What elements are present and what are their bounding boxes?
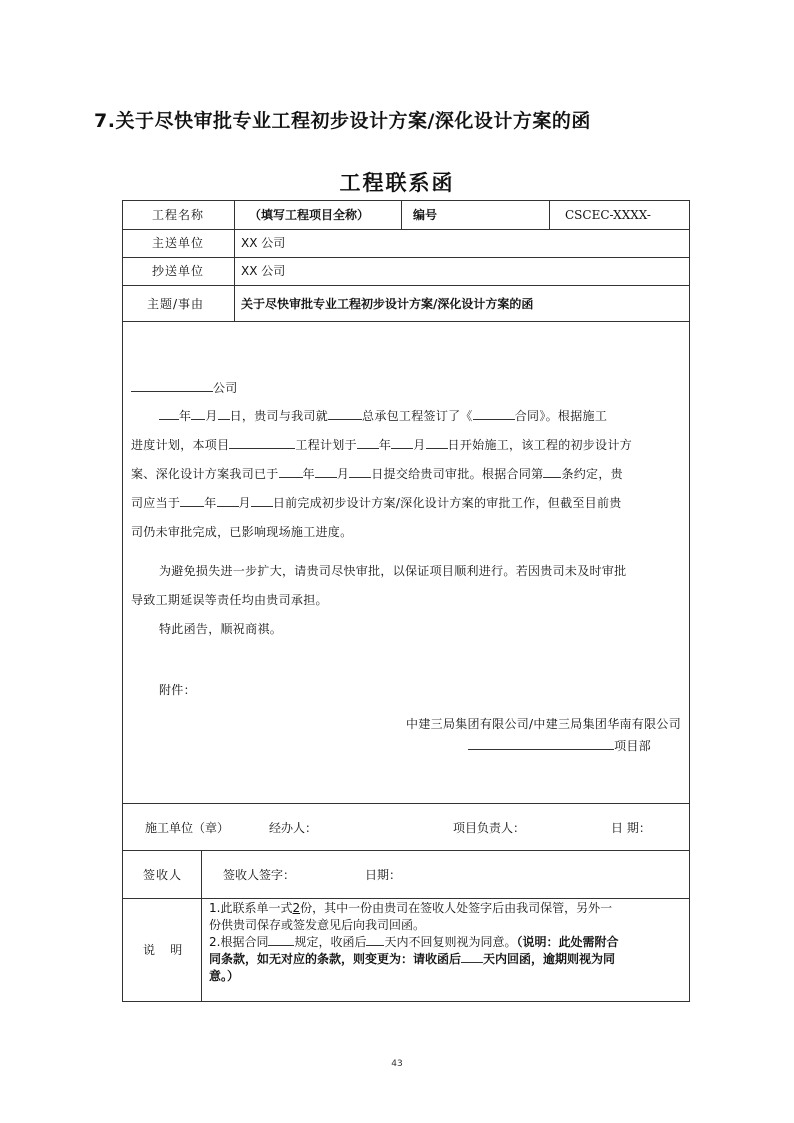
body-p4-end: 日前完成初步设计方案/深化设计方案的审批工作，但截至目前贵 <box>272 496 622 510</box>
body-p2-month: 月 <box>413 438 426 452</box>
construction-unit-seal: 施工单位（章） <box>145 821 230 835</box>
body-p3-month: 月 <box>336 467 350 481</box>
year-text: 年 <box>179 409 192 423</box>
project-name-value[interactable]: （填写工程项目全称） <box>249 208 370 222</box>
cc-label: 抄送单位 <box>152 264 205 278</box>
body-p1-contract: 总承包工程签订了《 <box>362 409 473 423</box>
note-1-cont: 份供贵司保存或签发意见后向我司回函。 <box>209 918 426 932</box>
number-label: 编号 <box>413 208 438 222</box>
body-p2-year: 年 <box>378 438 392 452</box>
notes-content <box>209 900 687 985</box>
note-2-end: 天内不回复则视为同意。 <box>384 935 517 949</box>
number-value[interactable]: CSCEC-XXXX- <box>565 208 651 222</box>
body-p2-plan: 工程计划于 <box>295 438 357 452</box>
body-p5: 司仍未审批完成，已影响现场施工进度。 <box>131 525 353 539</box>
month-text: 月 <box>205 409 218 423</box>
note-2-bold: （说明：此处需附合 <box>516 935 619 949</box>
project-dept-blank[interactable] <box>468 738 614 750</box>
receiver-date-label[interactable]: 日期： <box>365 868 402 882</box>
body-p3-clause: 日提交给贵司审批。根据合同第 <box>371 467 544 481</box>
to-label: 主送单位 <box>152 236 205 250</box>
section-title: 7.关于尽快审批专业工程初步设计方案/深化设计方案的函 <box>94 110 591 132</box>
attachment-label: 附件： <box>159 683 196 697</box>
letter-body <box>131 379 681 799</box>
note-1-copies: 2 <box>292 901 301 915</box>
body-p8: 特此函告，顺祝商祺。 <box>159 622 283 636</box>
notes-label: 说 明 <box>143 943 183 957</box>
body-p1-end: 合同》。根据施工 <box>514 409 608 423</box>
subject-value[interactable]: 关于尽快审批专业工程初步设计方案/深化设计方案的函 <box>241 297 534 311</box>
note-2-text: 2.根据合同 <box>209 935 269 949</box>
body-p2-text: 进度计划，本项目 <box>131 438 230 452</box>
body-p2-end: 日开始施工，该工程的初步设计方 <box>447 438 633 452</box>
note-2-bold-4: 意。） <box>209 969 240 983</box>
note-2-mid: 规定，收函后 <box>294 935 367 949</box>
subject-label: 主题/事由 <box>147 297 205 311</box>
note-2-bold-3: 天内回函，逾期则视为同 <box>483 952 616 966</box>
receiver-signature-label[interactable]: 签收人签字： <box>223 868 296 882</box>
note-1-rest: 份，其中一份由贵司在签收人处签字后由我司保管，另外一 <box>300 901 613 915</box>
body-p7: 导致工期延误等责任均由贵司承担。 <box>131 593 328 607</box>
cc-value[interactable]: XX 公司 <box>241 264 286 278</box>
body-p4-month: 月 <box>238 496 251 510</box>
addressee-suffix: 公司 <box>213 381 238 395</box>
body-p3-year: 年 <box>302 467 315 481</box>
project-manager-label: 项目负责人： <box>453 821 526 835</box>
project-dept-label: 项目部 <box>614 739 651 753</box>
company-name: 中建三局集团有限公司/中建三局集团华南有限公司 <box>406 717 681 731</box>
body-p4-text: 司应当于 <box>131 496 181 510</box>
receiver-label: 签收人 <box>143 868 183 882</box>
body-p3-end: 条约定，贵 <box>561 467 623 481</box>
form-title: 工程联系函 <box>339 171 455 195</box>
sign-date-label: 日 期： <box>611 821 651 835</box>
body-p1-text: 日，贵司与我司就 <box>229 409 329 423</box>
handler-label: 经办人： <box>269 821 318 835</box>
project-name-label: 工程名称 <box>152 208 205 222</box>
note-1-text: 1.此联系单一式 <box>209 901 293 915</box>
body-p6: 为避免损失进一步扩大，请贵司尽快审批，以保证项目顺利进行。若因贵司未及时审批 <box>159 564 627 578</box>
addressee-blank[interactable] <box>131 380 213 392</box>
note-2-bold-2: 同条款，如无对应的条款，则变更为：请收函后 <box>209 952 462 966</box>
to-value[interactable]: XX 公司 <box>241 236 286 250</box>
body-p4-year: 年 <box>204 496 217 510</box>
page-number: 43 <box>391 1059 403 1069</box>
contact-letter-form <box>122 200 690 1002</box>
body-p3-text: 案、深化设计方案我司已于 <box>131 467 279 481</box>
